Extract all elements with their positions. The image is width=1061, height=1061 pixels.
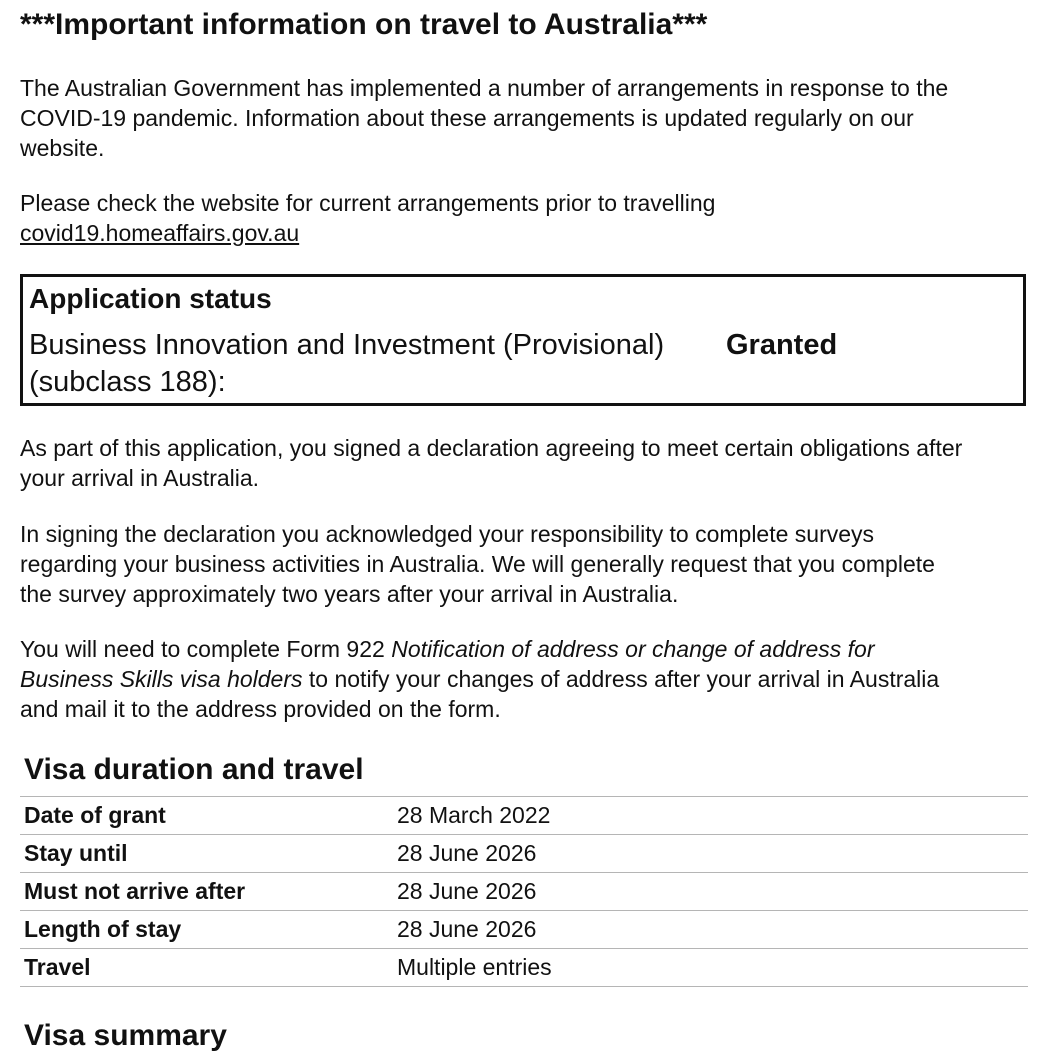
row-value: 28 June 2026 <box>397 878 537 904</box>
application-status-box <box>20 274 1026 406</box>
row-label: Length of stay <box>24 916 182 942</box>
paragraph-line: COVID-19 pandemic. Information about these arrangements is updated regularly on our <box>20 105 914 131</box>
table-row <box>20 873 1028 911</box>
form-922-paragraph <box>20 634 939 724</box>
covid-website-link[interactable]: covid19.homeaffairs.gov.au <box>20 220 300 246</box>
form-922-title-part2: Business Skills visa holders <box>20 666 303 692</box>
paragraph-line: and mail it to the address provided on the form. <box>20 696 501 722</box>
row-label: Must not arrive after <box>24 878 246 904</box>
table-row <box>20 835 1028 873</box>
paragraph-line <box>20 634 939 664</box>
paragraph-line: In signing the declaration you acknowledged your responsibility to complete surveys <box>20 521 875 547</box>
declaration-paragraph <box>20 433 962 493</box>
paragraph-line: your arrival in Australia. <box>20 465 260 491</box>
application-status-title: Application status <box>29 283 272 314</box>
paragraph-line <box>20 664 939 694</box>
paragraph-line: Please check the website for current arrangements prior to travelling <box>20 190 716 216</box>
table-row <box>20 949 1028 987</box>
visa-summary-title: Visa summary <box>24 1019 227 1052</box>
row-value: Multiple entries <box>397 954 552 980</box>
visa-subclass-name <box>29 327 664 401</box>
visa-subclass-line: (subclass 188): <box>29 366 226 398</box>
survey-paragraph <box>20 519 935 609</box>
row-label: Date of grant <box>24 802 166 828</box>
paragraph-line: regarding your business activities in Australia. We will generally request that you complete <box>20 551 935 577</box>
row-value: 28 June 2026 <box>397 840 537 866</box>
check-website-paragraph <box>20 188 715 248</box>
paragraph-line: As part of this application, you signed a declaration agreeing to meet certain obligations after <box>20 435 963 461</box>
visa-duration-table <box>20 796 1028 987</box>
paragraph-line: website. <box>20 135 105 161</box>
paragraph-line: The Australian Government has implemented a number of arrangements in response to the <box>20 75 949 101</box>
form-922-suffix: to notify your changes of address after your arrival in Australia <box>302 666 940 692</box>
covid-arrangements-paragraph <box>20 73 948 163</box>
form-922-prefix: You will need to complete Form 922 <box>20 636 392 662</box>
visa-name-line: Business Innovation and Investment (Provisional) <box>29 329 665 361</box>
table-row <box>20 797 1028 835</box>
row-label: Travel <box>24 954 91 980</box>
travel-notice-heading: ***Important information on travel to Australia*** <box>20 8 708 41</box>
row-value: 28 June 2026 <box>397 916 537 942</box>
form-922-title-part1: Notification of address or change of address for <box>391 636 875 662</box>
row-label: Stay until <box>24 840 128 866</box>
visa-duration-title: Visa duration and travel <box>24 753 364 786</box>
paragraph-line: the survey approximately two years after your arrival in Australia. <box>20 581 679 607</box>
row-value: 28 March 2022 <box>397 802 551 828</box>
table-row <box>20 911 1028 949</box>
application-status-value: Granted <box>726 329 838 361</box>
